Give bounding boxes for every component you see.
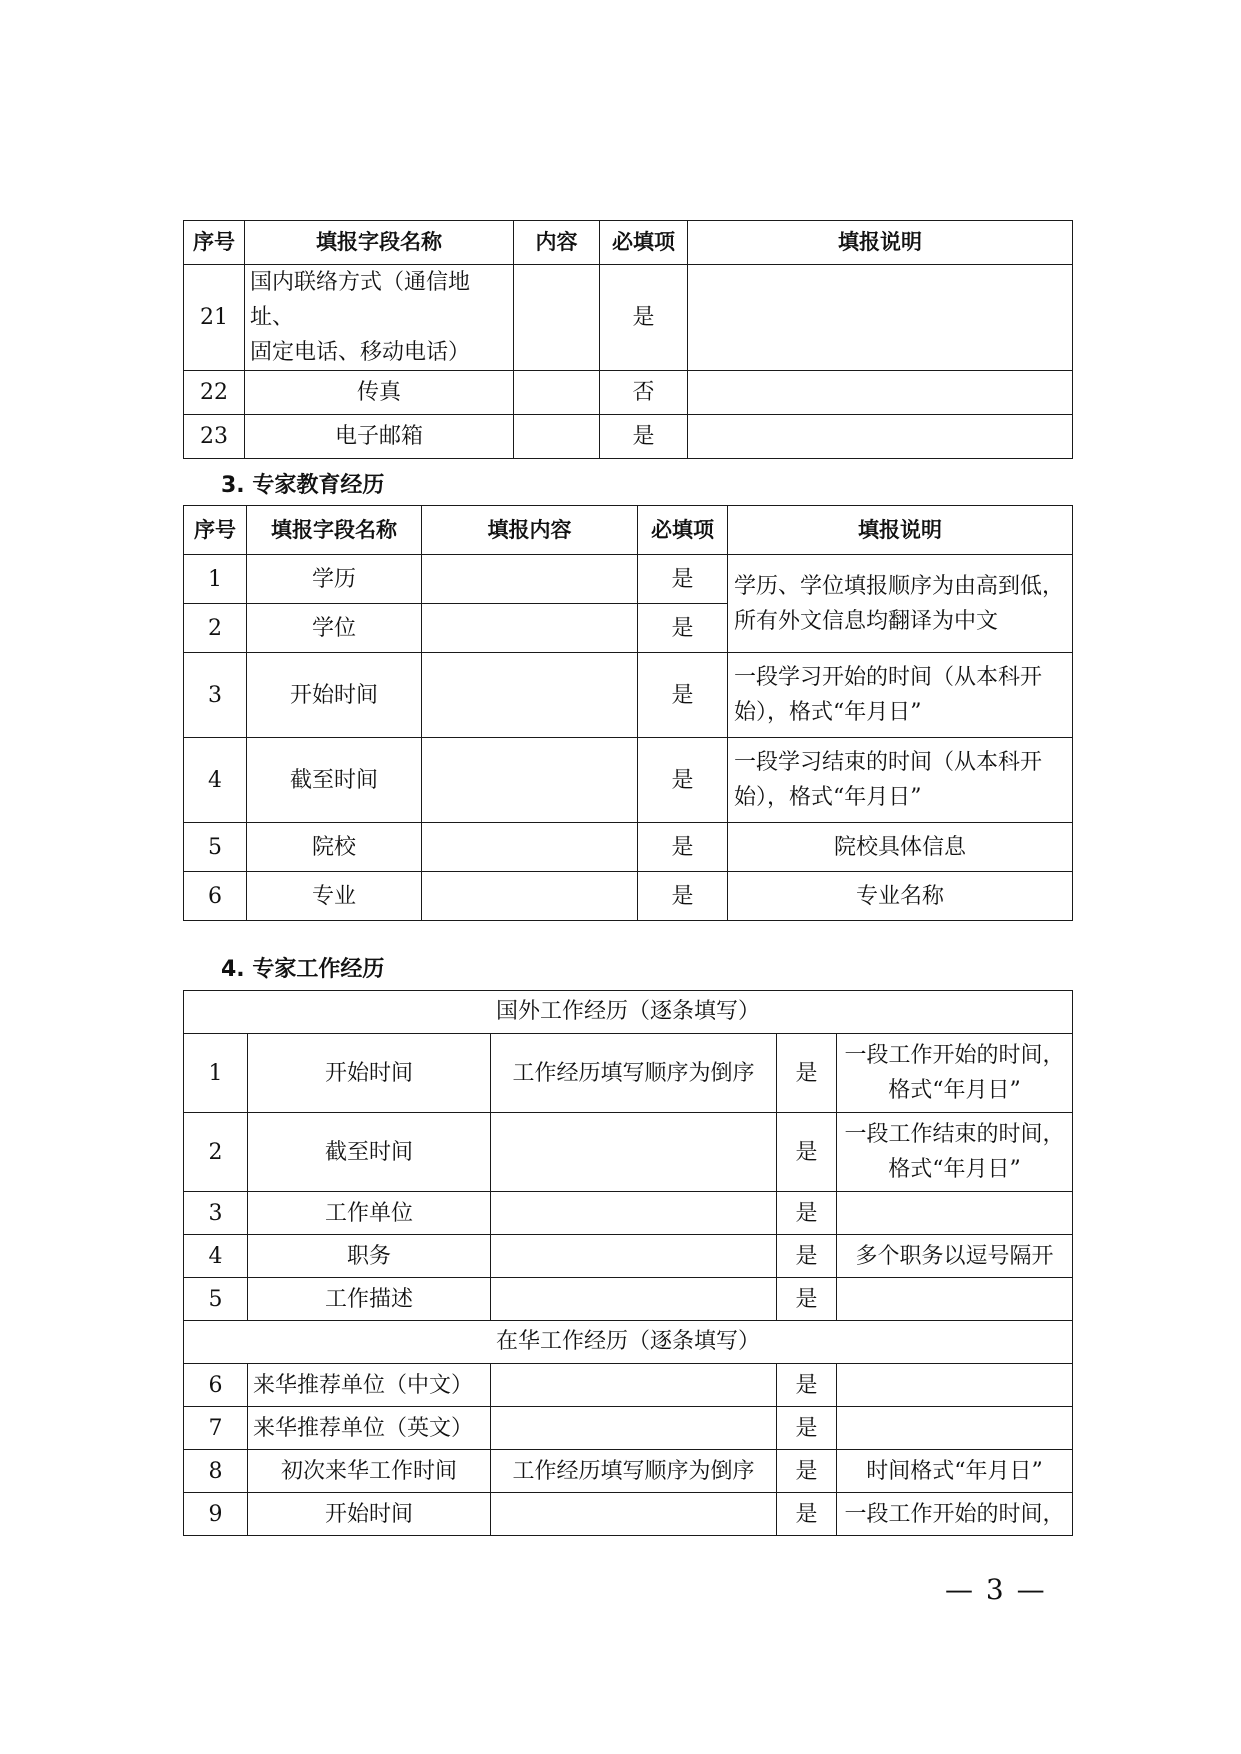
row-content: 工作经历填写顺序为倒序 — [491, 1450, 777, 1493]
row-content — [491, 1113, 777, 1192]
row-field: 院校 — [247, 823, 422, 872]
note-line: 格式“年月日” — [888, 1078, 1021, 1103]
row-field: 学位 — [247, 604, 422, 653]
row-content — [422, 604, 638, 653]
row-note: 时间格式“年月日” — [837, 1450, 1073, 1493]
group-header-abroad: 国外工作经历（逐条填写） — [184, 991, 1073, 1034]
table-row — [184, 823, 1073, 872]
row-no: 1 — [184, 555, 247, 604]
table-row — [184, 1192, 1073, 1235]
table-row — [184, 415, 1073, 459]
row-note-merged — [728, 555, 1073, 653]
note-line: 所有外文信息均翻译为中文 — [734, 608, 999, 634]
header-required: 必填项 — [600, 221, 688, 265]
row-required: 是 — [777, 1407, 837, 1450]
row-note — [688, 415, 1073, 459]
row-required: 是 — [777, 1364, 837, 1407]
header-no: 序号 — [184, 221, 245, 265]
row-required: 是 — [600, 265, 688, 371]
header-content: 填报内容 — [422, 506, 638, 555]
row-no: 4 — [184, 738, 247, 823]
row-required: 是 — [777, 1493, 837, 1536]
table-row — [184, 265, 1073, 371]
header-note: 填报说明 — [688, 221, 1073, 265]
row-field: 工作描述 — [248, 1278, 491, 1321]
row-required: 是 — [638, 555, 728, 604]
row-content — [491, 1192, 777, 1235]
row-content — [422, 555, 638, 604]
row-field: 专业 — [247, 872, 422, 921]
row-field: 开始时间 — [248, 1034, 491, 1113]
note-line: 学历、学位填报顺序为由高到低， — [734, 573, 1065, 599]
table-row — [184, 1235, 1073, 1278]
row-field: 初次来华工作时间 — [248, 1450, 491, 1493]
row-no: 23 — [184, 415, 245, 459]
row-content — [491, 1278, 777, 1321]
row-content — [422, 653, 638, 738]
education-table — [183, 505, 1073, 921]
row-required: 是 — [777, 1235, 837, 1278]
row-required: 是 — [777, 1192, 837, 1235]
row-note — [728, 738, 1073, 823]
table-row — [184, 1407, 1073, 1450]
row-field: 开始时间 — [247, 653, 422, 738]
row-content: 工作经历填写顺序为倒序 — [491, 1034, 777, 1113]
table-row — [184, 1493, 1073, 1536]
row-content — [422, 872, 638, 921]
table-row — [184, 1364, 1073, 1407]
row-required: 是 — [777, 1034, 837, 1113]
row-no: 2 — [184, 604, 247, 653]
header-field: 填报字段名称 — [247, 506, 422, 555]
work-history-table — [183, 990, 1073, 1536]
table-row — [184, 555, 1073, 604]
header-field: 填报字段名称 — [245, 221, 514, 265]
row-no: 5 — [184, 823, 247, 872]
row-field — [245, 265, 514, 371]
page-number: — 3 — — [945, 1573, 1047, 1606]
row-field: 截至时间 — [247, 738, 422, 823]
row-field: 截至时间 — [248, 1113, 491, 1192]
header-no: 序号 — [184, 506, 247, 555]
row-no: 21 — [184, 265, 245, 371]
section-title-work: 4. 专家工作经历 — [221, 957, 385, 982]
row-no: 2 — [184, 1113, 248, 1192]
header-required: 必填项 — [638, 506, 728, 555]
row-no: 3 — [184, 1192, 248, 1235]
header-note: 填报说明 — [728, 506, 1073, 555]
row-note — [688, 265, 1073, 371]
row-content — [491, 1493, 777, 1536]
row-no: 6 — [184, 872, 247, 921]
group-header-row — [184, 1321, 1073, 1364]
row-no: 9 — [184, 1493, 248, 1536]
note-line: 始），格式“年月日” — [734, 785, 922, 810]
row-required: 是 — [638, 738, 728, 823]
row-content — [422, 823, 638, 872]
field-line: 国内联络方式（通信地址、 — [250, 270, 471, 330]
header-content: 内容 — [514, 221, 600, 265]
row-content — [514, 415, 600, 459]
group-header-china: 在华工作经历（逐条填写） — [184, 1321, 1073, 1364]
row-no: 5 — [184, 1278, 248, 1321]
row-no: 22 — [184, 371, 245, 415]
row-note — [837, 1278, 1073, 1321]
row-no: 1 — [184, 1034, 248, 1113]
row-no: 6 — [184, 1364, 248, 1407]
table-row — [184, 1034, 1073, 1113]
row-required: 是 — [638, 653, 728, 738]
row-content — [491, 1364, 777, 1407]
note-line: 一段工作开始的时间， — [844, 1043, 1065, 1068]
row-required: 是 — [638, 823, 728, 872]
note-line: 一段学习结束的时间（从本科开 — [734, 750, 1043, 775]
contact-table — [183, 220, 1073, 459]
row-required: 是 — [777, 1450, 837, 1493]
row-note: 多个职务以逗号隔开 — [837, 1235, 1073, 1278]
table-row — [184, 1278, 1073, 1321]
row-note: 院校具体信息 — [728, 823, 1073, 872]
row-content — [491, 1235, 777, 1278]
table-row — [184, 371, 1073, 415]
row-no: 7 — [184, 1407, 248, 1450]
row-required: 否 — [600, 371, 688, 415]
row-content — [514, 371, 600, 415]
row-field: 传真 — [245, 371, 514, 415]
row-field: 电子邮箱 — [245, 415, 514, 459]
row-field: 工作单位 — [248, 1192, 491, 1235]
note-line: 一段工作结束的时间， — [844, 1122, 1065, 1147]
row-field: 学历 — [247, 555, 422, 604]
row-field: 开始时间 — [248, 1493, 491, 1536]
row-no: 3 — [184, 653, 247, 738]
row-required: 是 — [777, 1113, 837, 1192]
row-content — [514, 265, 600, 371]
row-note — [837, 1113, 1073, 1192]
row-note — [837, 1034, 1073, 1113]
row-note: 专业名称 — [728, 872, 1073, 921]
note-line: 一段学习开始的时间（从本科开 — [734, 665, 1043, 690]
table-header-row — [184, 221, 1073, 265]
row-note: 一段工作开始的时间， — [837, 1493, 1073, 1536]
table-row — [184, 872, 1073, 921]
row-content — [491, 1407, 777, 1450]
row-required: 是 — [600, 415, 688, 459]
note-line: 始），格式“年月日” — [734, 700, 922, 725]
table-row — [184, 1113, 1073, 1192]
row-field: 职务 — [248, 1235, 491, 1278]
table-row — [184, 1450, 1073, 1493]
row-no: 8 — [184, 1450, 248, 1493]
row-field: 来华推荐单位（英文） — [248, 1407, 491, 1450]
row-field: 来华推荐单位（中文） — [248, 1364, 491, 1407]
row-note — [837, 1407, 1073, 1450]
table-row — [184, 738, 1073, 823]
row-required: 是 — [638, 604, 728, 653]
row-required: 是 — [638, 872, 728, 921]
field-line: 固定电话、移动电话） — [250, 340, 471, 365]
row-note — [688, 371, 1073, 415]
table-row — [184, 653, 1073, 738]
row-content — [422, 738, 638, 823]
table-header-row — [184, 506, 1073, 555]
row-required: 是 — [777, 1278, 837, 1321]
row-note — [837, 1364, 1073, 1407]
row-note — [837, 1192, 1073, 1235]
row-note — [728, 653, 1073, 738]
group-header-row — [184, 991, 1073, 1034]
section-title-education: 3. 专家教育经历 — [221, 473, 385, 498]
row-no: 4 — [184, 1235, 248, 1278]
note-line: 格式“年月日” — [888, 1157, 1021, 1182]
